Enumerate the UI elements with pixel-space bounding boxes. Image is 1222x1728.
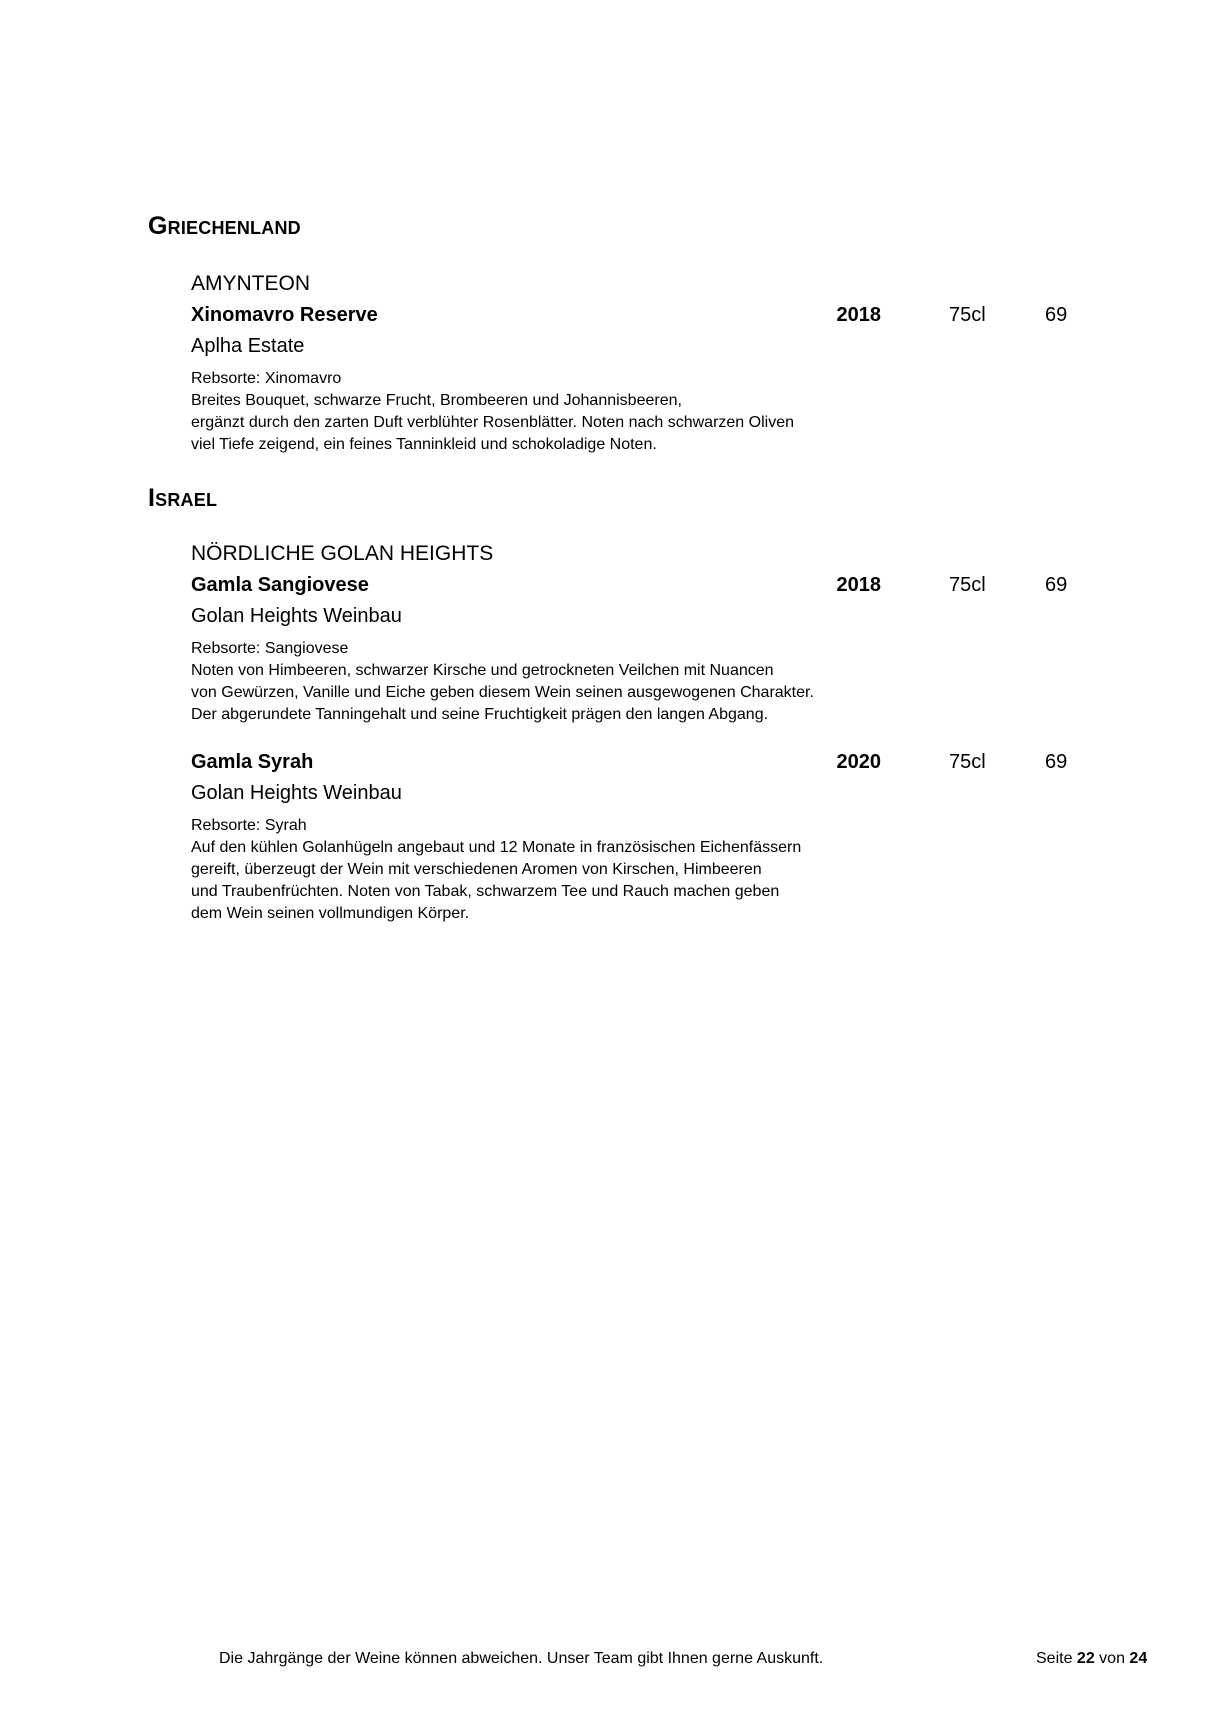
wine-grape-variety: Rebsorte: Syrah: [191, 817, 307, 834]
wine-description-line: Auf den kühlen Golanhügeln angebaut und 12 Monate in französischen Eichenfässern: [191, 839, 802, 856]
wine-description-line: und Traubenfrüchten. Noten von Tabak, schwarzem Tee und Rauch machen geben: [191, 883, 780, 900]
wine-description-line: Der abgerundete Tanningehalt und seine Fruchtigkeit prägen den langen Abgang.: [191, 706, 769, 723]
region-heading-golan-heights: NÖRDLICHE GOLAN HEIGHTS: [191, 542, 494, 565]
wine-vintage: 2018: [836, 574, 881, 596]
page-total: 24: [1129, 1650, 1148, 1667]
wine-description-line: gereift, überzeugt der Wein mit verschiedenen Aromen von Kirschen, Himbeeren: [191, 861, 762, 878]
wine-description-line: ergänzt durch den zarten Duft verblühter Rosenblätter. Noten nach schwarzen Oliven: [191, 414, 794, 431]
wine-producer: Aplha Estate: [191, 335, 305, 357]
wine-producer: Golan Heights Weinbau: [191, 782, 402, 804]
wine-bottle-size: 75cl: [949, 304, 986, 326]
wine-description-line: Noten von Himbeeren, schwarzer Kirsche und getrockneten Veilchen mit Nuancen: [191, 662, 774, 679]
wine-entry-gamla-syrah: [191, 751, 1091, 925]
wine-vintage: 2020: [836, 751, 881, 773]
wine-grape-variety: Rebsorte: Xinomavro: [191, 370, 342, 387]
footer-vintage-note: Die Jahrgänge der Weine können abweichen. Unser Team gibt Ihnen gerne Auskunft.: [219, 1650, 824, 1667]
wine-price: 69: [1045, 574, 1068, 596]
wine-vintage: 2018: [836, 304, 881, 326]
page-number: [1036, 1650, 1147, 1668]
wine-description-line: dem Wein seinen vollmundigen Körper.: [191, 905, 470, 922]
wine-description-line: von Gewürzen, Vanille und Eiche geben diesem Wein seinen ausgewogenen Charakter.: [191, 684, 814, 701]
wine-header-row: [191, 751, 1091, 779]
page-current: 22: [1076, 1650, 1095, 1667]
wine-producer: Golan Heights Weinbau: [191, 605, 402, 627]
wine-entry-xinomavro-reserve: [191, 304, 1091, 456]
page-label: Seite: [1036, 1650, 1073, 1667]
section-heading-israel: Israel: [148, 484, 218, 512]
wine-price: 69: [1045, 304, 1068, 326]
wine-grape-variety: Rebsorte: Sangiovese: [191, 640, 349, 657]
region-heading-amynteon: AMYNTEON: [191, 272, 311, 295]
wine-bottle-size: 75cl: [949, 574, 986, 596]
wine-header-row: [191, 304, 1091, 332]
wine-header-row: [191, 574, 1091, 602]
wine-name: Xinomavro Reserve: [191, 304, 378, 326]
wine-name: Gamla Sangiovese: [191, 574, 369, 596]
wine-price: 69: [1045, 751, 1068, 773]
page-separator: von: [1099, 1650, 1125, 1667]
wine-entry-gamla-sangiovese: [191, 574, 1091, 726]
wine-name: Gamla Syrah: [191, 751, 314, 773]
wine-description-line: viel Tiefe zeigend, ein feines Tanninkleid und schokoladige Noten.: [191, 436, 657, 453]
wine-bottle-size: 75cl: [949, 751, 986, 773]
section-heading-griechenland: Griechenland: [148, 212, 301, 240]
wine-description-line: Breites Bouquet, schwarze Frucht, Brombeeren und Johannisbeeren,: [191, 392, 682, 409]
